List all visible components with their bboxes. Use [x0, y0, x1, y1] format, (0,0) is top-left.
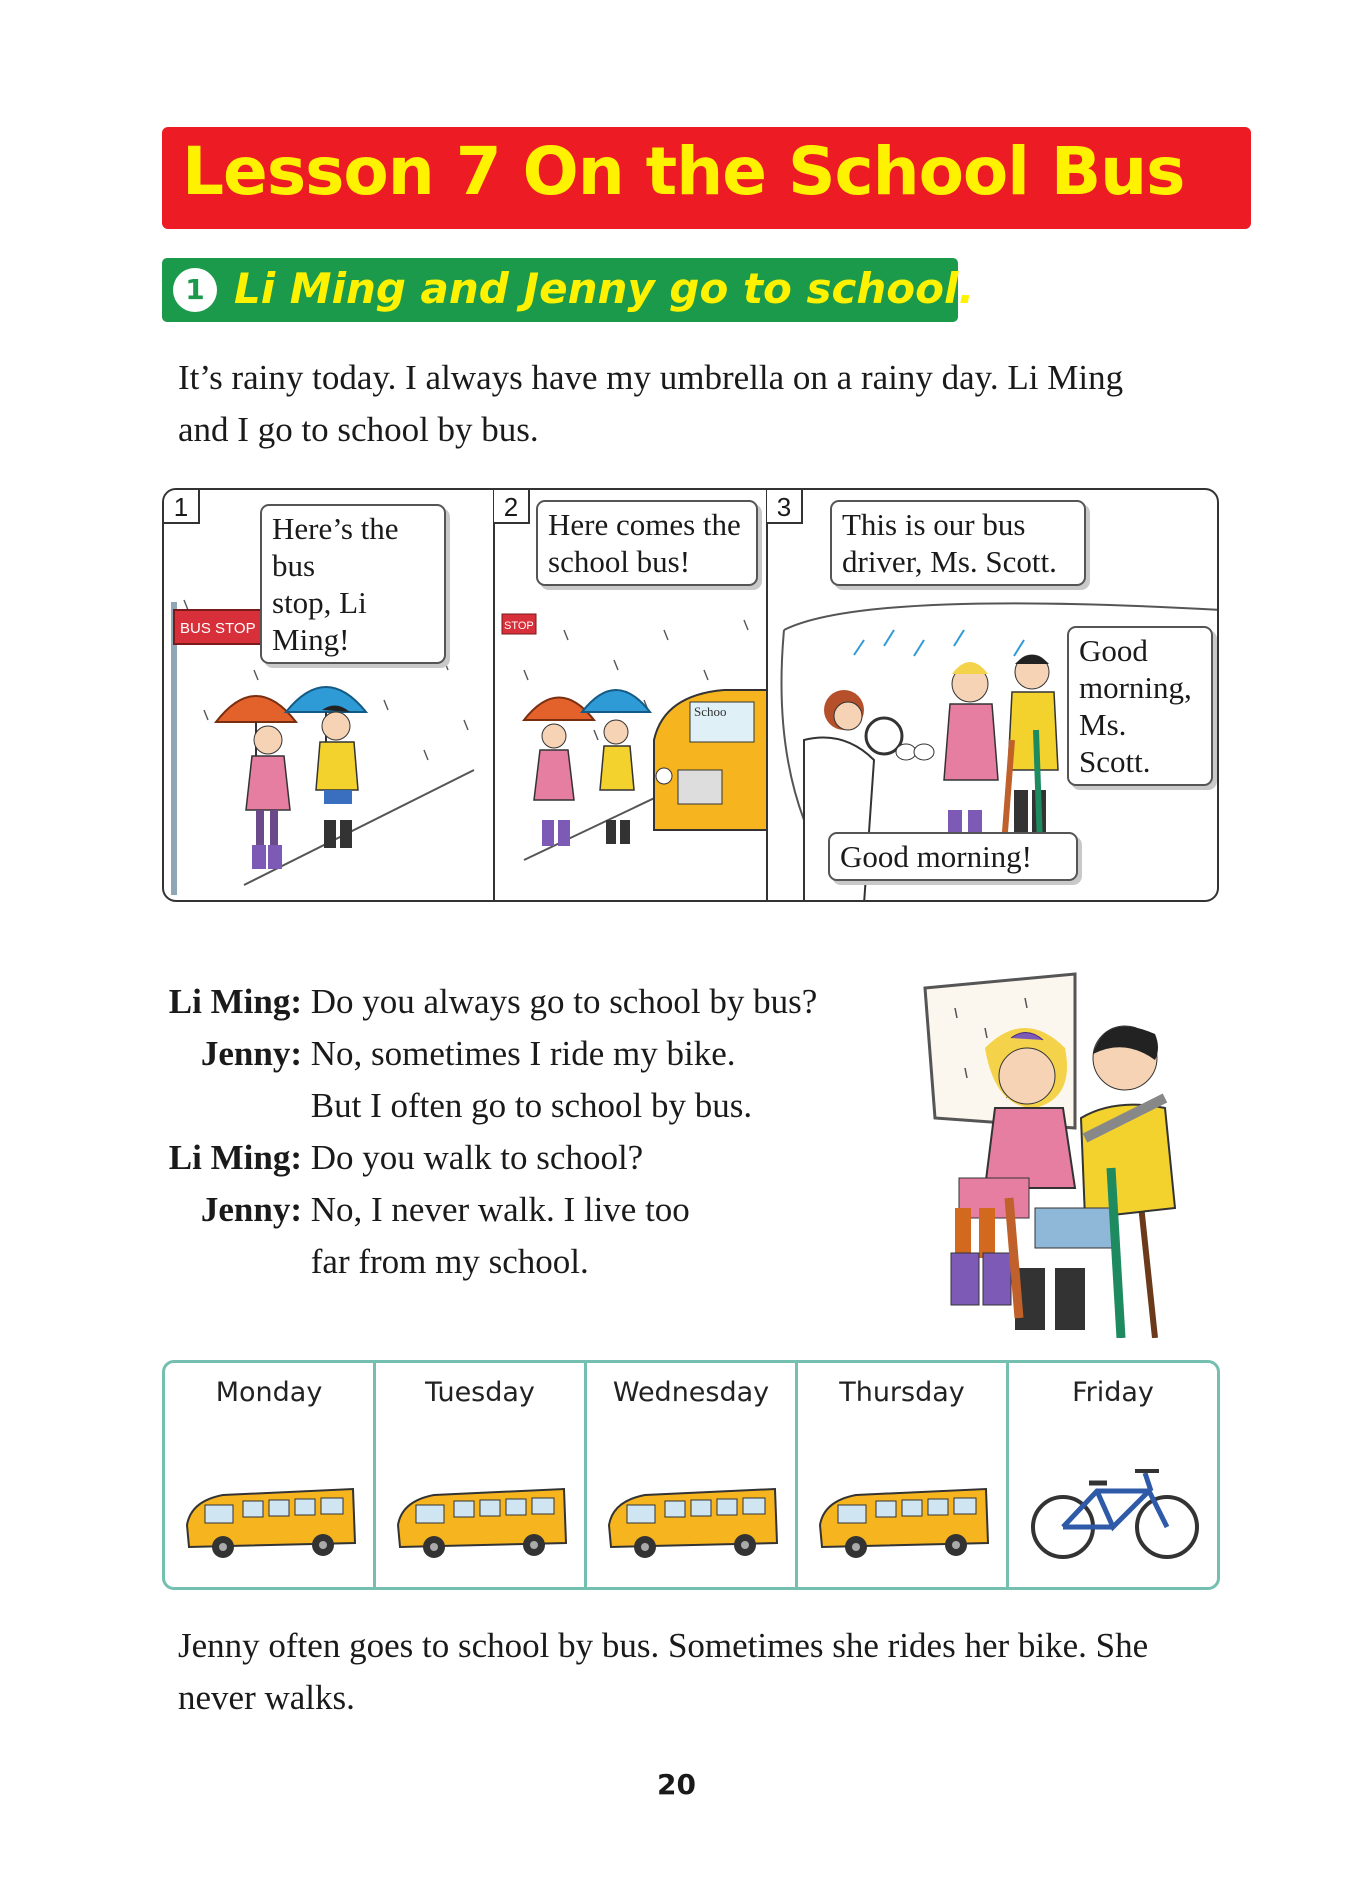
page-number: 20 [657, 1768, 696, 1801]
speech-bubble-school-bus: Here comes the school bus! [536, 500, 758, 586]
svg-text:STOP: STOP [504, 620, 534, 632]
panel-3-number: 3 [767, 490, 803, 524]
school-bus-icon [605, 1481, 781, 1561]
section-title: Li Ming and Jenny go to school. [234, 264, 975, 313]
speaker-name: Jenny: [200, 1034, 302, 1073]
dialogue-line [162, 976, 817, 1028]
speech-bubble-bus-stop: Here’s the bus stop, Li Ming! [260, 504, 446, 664]
lesson-title: Lesson 7 On the School Bus [182, 133, 1185, 210]
weekly-transport-table [162, 1360, 1220, 1590]
comic-strip [162, 488, 1219, 902]
dialogue-line [162, 1236, 589, 1288]
dialogue-line [162, 1080, 752, 1132]
bicycle-icon [1027, 1455, 1203, 1565]
day-cell-friday [1009, 1363, 1217, 1587]
kids-on-bus-illustration [915, 968, 1215, 1338]
dialogue-line [162, 1132, 643, 1184]
intro-line-2: and I go to school by bus. [178, 410, 539, 449]
speech-bubble-good-morning-ms-scott: Good morning, Ms. Scott. [1067, 626, 1213, 786]
svg-text:Schoo: Schoo [694, 704, 727, 719]
day-cell-wednesday [587, 1363, 798, 1587]
day-label: Tuesday [425, 1377, 535, 1408]
section-number: 1 [173, 268, 217, 312]
summary-line-2: never walks. [178, 1678, 355, 1717]
intro-line-1: It’s rainy today. I always have my umbrella on a rainy day. Li Ming [178, 358, 1124, 397]
speech-bubble-good-morning: Good morning! [828, 832, 1078, 881]
school-bus-icon [183, 1481, 359, 1561]
day-label: Thursday [839, 1377, 965, 1408]
dialogue-text: But I often go to school by bus. [310, 1086, 753, 1125]
day-label: Wednesday [612, 1377, 770, 1408]
speech-bubble-bus-driver: This is our bus driver, Ms. Scott. [830, 500, 1086, 586]
school-bus-icon [394, 1481, 570, 1561]
section-banner [162, 258, 975, 322]
panel-1-number: 1 [164, 490, 200, 524]
summary-line-1: Jenny often goes to school by bus. Sometimes she rides her bike. She [178, 1626, 1149, 1665]
dialogue-text: No, I never walk. I live too [310, 1190, 690, 1229]
day-label: Friday [1072, 1377, 1154, 1408]
dialogue-line [162, 1184, 690, 1236]
dialogue-text: No, sometimes I ride my bike. [310, 1034, 736, 1073]
dialogue-text: Do you walk to school? [310, 1138, 644, 1177]
day-cell-thursday [798, 1363, 1009, 1587]
speaker-name: Li Ming: [168, 982, 302, 1021]
school-bus-icon [816, 1481, 992, 1561]
dialogue-line [162, 1028, 736, 1080]
day-label: Monday [215, 1377, 323, 1408]
dialogue-text: Do you always go to school by bus? [310, 982, 818, 1021]
speaker-name: Li Ming: [168, 1138, 302, 1177]
dialogue-text: far from my school. [310, 1242, 589, 1281]
speaker-name: Jenny: [200, 1190, 302, 1229]
panel-2-number: 2 [494, 490, 530, 524]
svg-text:BUS STOP: BUS STOP [180, 620, 256, 637]
lesson-title-bar [162, 127, 1251, 229]
day-cell-tuesday [376, 1363, 587, 1587]
day-cell-monday [165, 1363, 376, 1587]
